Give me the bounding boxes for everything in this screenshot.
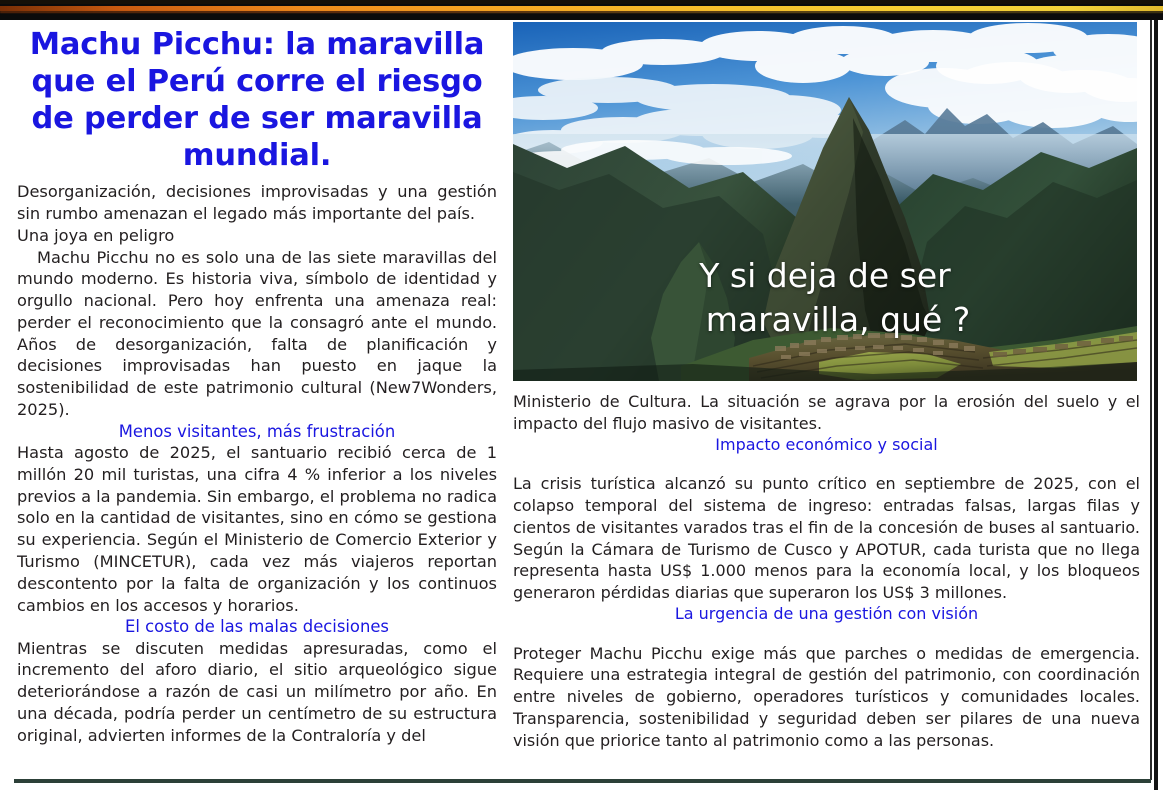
right-subhead-impacto-economico: Impacto económico y social bbox=[715, 434, 938, 454]
bottom-border-rule bbox=[14, 779, 1151, 783]
right-column bbox=[513, 22, 1140, 751]
left-subhead-costo-malas-decisiones: El costo de las malas decisiones bbox=[125, 617, 389, 637]
photo-text-gap bbox=[513, 381, 1140, 391]
right-subhead-urgencia-gestion: La urgencia de una gestión con visión bbox=[674, 603, 979, 623]
left-paragraph-1: Machu Picchu no es solo una de las siete maravillas del mundo moderno. Es historia viva, símbolo de identidad y orgullo nacional. Pero hoy enfrenta una amenaza real: perder el reconocimiento que la consagró ante el mundo. Años de desorganización, falta de planificación y decisiones improvisadas han puesto en jaque la sostenibilidad de este patrimonio cultural (New7Wonders, 2025). bbox=[17, 247, 497, 419]
right-paragraph-2: Proteger Machu Picchu exige más que parches o medidas de emergencia. Requiere una estrategia integral de gestión del patrimonio, con coordinación entre niveles de gobierno, operadores turísticos y comunidades locales. Transparencia, sostenibilidad y seguridad deben ser pilares de una nueva visión que priorice tanto al patrimonio como a las personas. bbox=[513, 643, 1140, 750]
right-paragraph-1: La crisis turística alcanzó su punto crítico en septiembre de 2025, con el colapso temporal del sistema de ingreso: entradas falsas, largas filas y cientos de visitantes varados tras el fin de la concesión de buses al santuario. Según la Cámara de Turismo de Cusco y APOTUR, cada turista que no llega representa hasta US$ 1.000 menos para la economía local, y los bloqueos generaron pérdidas diarias que superaron los US$ 3 millones. bbox=[513, 474, 1140, 603]
right-paragraph-continuation: Ministerio de Cultura. La situación se agrava por la erosión del suelo y el impacto del flujo masivo de visitantes. bbox=[513, 392, 1140, 433]
spacer-after-subhead-2 bbox=[513, 625, 1140, 643]
top-decorative-band bbox=[0, 0, 1163, 20]
band-top-edge bbox=[0, 0, 1163, 4]
spacer-after-subhead-1 bbox=[513, 455, 1140, 473]
machu-picchu-illustration bbox=[513, 22, 1137, 381]
machu-picchu-photo bbox=[513, 22, 1137, 381]
right-border-inner bbox=[1150, 20, 1152, 780]
standfirst-line: Una joya en peligro bbox=[17, 225, 175, 245]
caption-line-1: Y si deja de ser bbox=[699, 256, 951, 295]
left-subhead-menos-visitantes: Menos visitantes, más frustración bbox=[118, 421, 396, 441]
left-paragraph-3: Mientras se discuten medidas apresuradas, como el incremento del aforo diario, el sitio arqueológico sigue deteriorándose a razón de casi un milímetro por año. En una década, podría perder un centímetro de su estructura original, advierten informes de la Contraloría y del bbox=[17, 638, 497, 745]
caption-line-2: maravilla, qué ? bbox=[705, 299, 971, 339]
lede-paragraph: Desorganización, decisiones improvisadas y una gestión sin rumbo amenazan el legado más importante del país. bbox=[17, 182, 497, 223]
left-paragraph-2: Hasta agosto de 2025, el santuario recibió cerca de 1 millón 20 mil turistas, una cifra 4 % inferior a los niveles previos a la pandemia. Sin embargo, el problema no radica solo en la cantidad de visitantes, sino en cómo se gestiona su experiencia. Según el Ministerio de Comercio Exterior y Turismo (MINCETUR), cada vez más viajeros reportan descontento por la falta de organización y los continuos cambios en los accesos y horarios. bbox=[17, 443, 497, 615]
right-border-rule bbox=[1154, 20, 1158, 790]
stripe-glow bbox=[0, 11, 1163, 13]
page-title: Machu Picchu: la maravilla que el Perú corre el riesgo de perder de ser maravilla mundial. bbox=[29, 27, 485, 174]
left-column bbox=[17, 26, 497, 747]
